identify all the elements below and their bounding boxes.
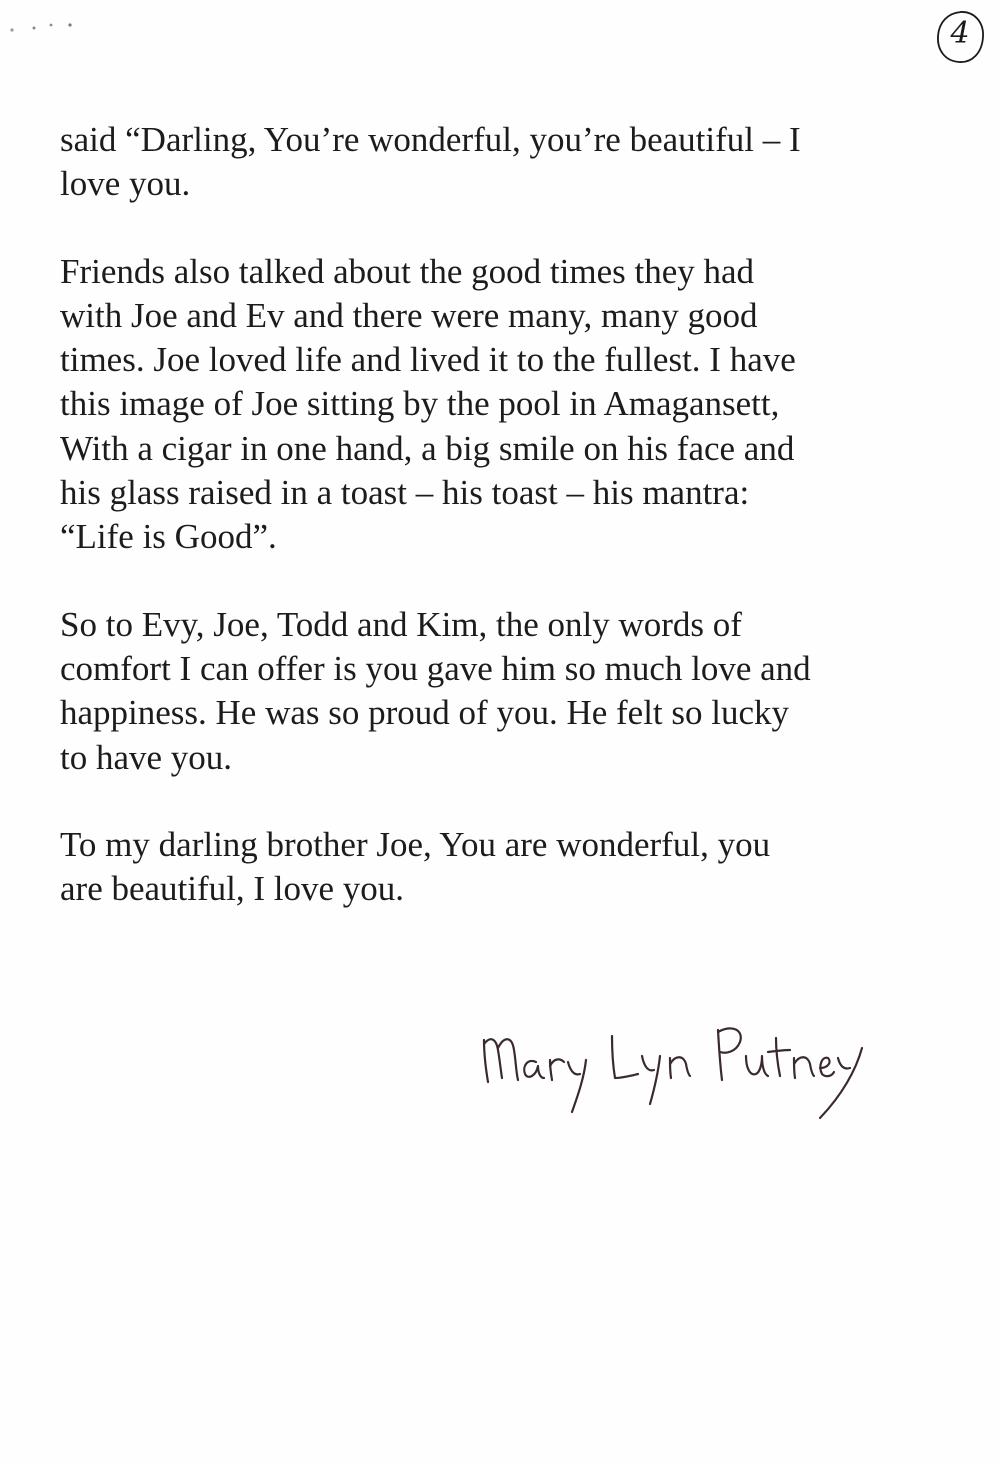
text-line: said “Darling, You’re wonderful, you’re beautiful – I xyxy=(60,120,801,159)
page-number xyxy=(934,8,986,66)
text-line: happiness. He was so proud of you. He felt so lucky xyxy=(60,693,790,733)
signature-strokes xyxy=(470,1000,890,1130)
text-line: Friends also talked about the good times they had xyxy=(60,251,755,291)
text-line: this image of Joe sitting by the pool in Amagansett, xyxy=(60,384,780,424)
handwritten-signature xyxy=(470,1000,890,1130)
text-line: So to Evy, Joe, Todd and Kim, the only words of xyxy=(60,604,742,644)
scan-specks xyxy=(4,18,84,38)
letter-body xyxy=(60,118,930,954)
text-line: With a cigar in one hand, a big smile on his face and xyxy=(60,428,795,468)
text-line: his glass raised in a toast – his toast – his mantra: xyxy=(60,473,750,513)
text-line: times. Joe loved life and lived it to the fullest. I have xyxy=(60,340,796,380)
text-line: “Life is Good”. xyxy=(60,517,277,557)
text-line: comfort I can offer is you gave him so much love and xyxy=(60,648,811,688)
signature-text xyxy=(470,1000,471,1001)
paragraph-3 xyxy=(60,603,930,780)
text-line: To my darling brother Joe, You are wonderful, you xyxy=(60,824,771,864)
page-number-text: 4 xyxy=(950,16,970,51)
text-line: with Joe and Ev and there were many, many good xyxy=(60,295,758,335)
paragraph-4 xyxy=(60,823,930,912)
text-line: are beautiful, I love you. xyxy=(60,869,405,909)
text-line: love you. xyxy=(60,164,191,204)
paragraph-2 xyxy=(60,250,930,560)
paragraph-1 xyxy=(60,118,930,207)
text-line: to have you. xyxy=(60,737,233,777)
